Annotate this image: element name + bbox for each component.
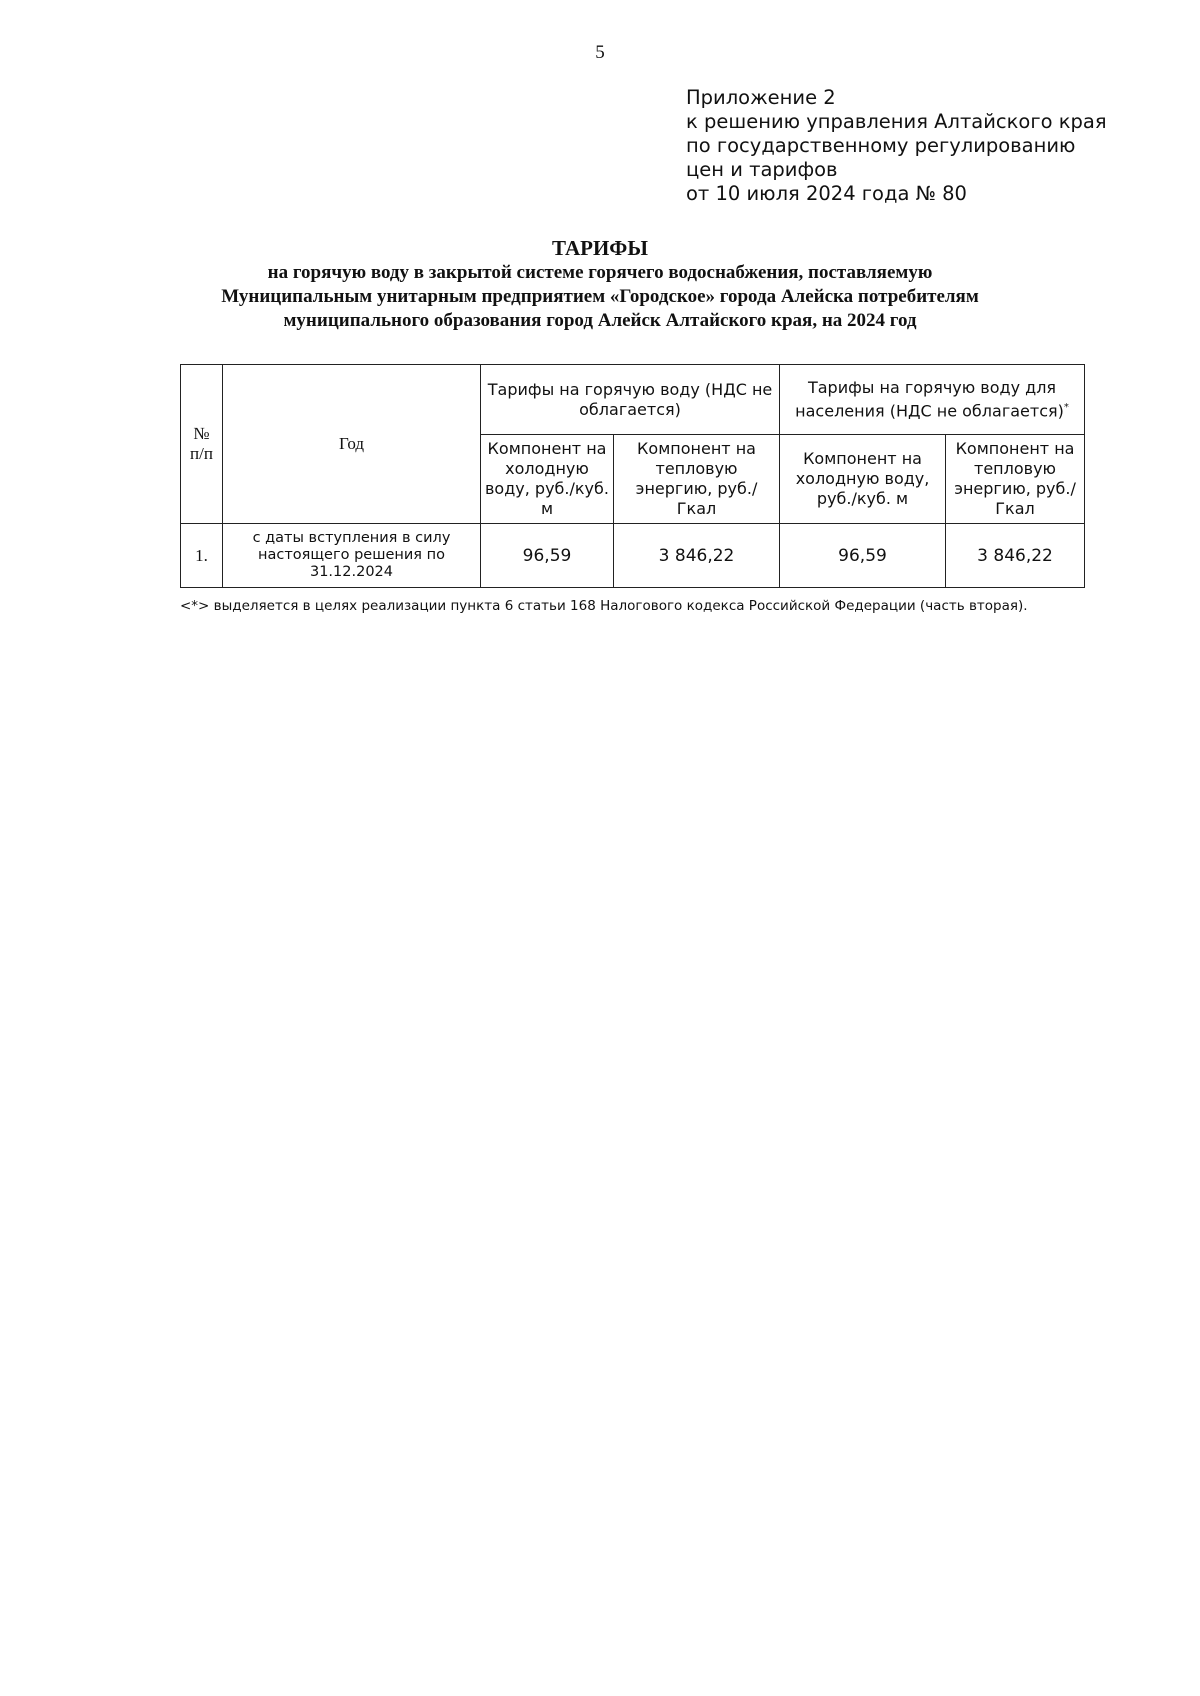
- footnote: <*> выделяется в целях реализации пункта 6 статьи 168 Налогового кодекса Российской Федерации (часть вторая).: [180, 598, 1028, 614]
- appendix-line: Приложение 2: [686, 86, 836, 109]
- appendix-block: [686, 86, 1107, 206]
- tariffs-table: [180, 364, 1085, 588]
- subtitle-line: Муниципальным унитарным предприятием «Городское» города Алейска потребителям: [221, 286, 979, 307]
- subtitle-line: муниципального образования город Алейск Алтайского края, на 2024 год: [283, 310, 917, 331]
- header-g1-cold: Компонент на холодную воду, руб./куб. м: [481, 435, 614, 524]
- appendix-line: к решению управления Алтайского края: [686, 110, 1107, 133]
- appendix-line: цен и тарифов: [686, 158, 838, 181]
- header-group-population-text: Тарифы на горячую воду для населения (НДС не облагается): [795, 377, 1064, 421]
- document-title: ТАРИФЫ: [552, 236, 648, 260]
- row-g1-cold: 96,59: [481, 524, 614, 588]
- header-g1-heat: Компонент на тепловую энергию, руб./Гкал: [614, 435, 780, 524]
- row-period: с даты вступления в силу настоящего решения по 31.12.2024: [223, 524, 481, 588]
- table-row: [181, 524, 1085, 588]
- header-g2-heat: Компонент на тепловую энергию, руб./Гкал: [946, 435, 1085, 524]
- row-g1-heat: 3 846,22: [614, 524, 780, 588]
- header-group-hot-water: Тарифы на горячую воду (НДС не облагается): [481, 365, 780, 435]
- page-number: 5: [595, 42, 605, 63]
- appendix-line: от 10 июля 2024 года № 80: [686, 182, 967, 205]
- row-num: 1.: [181, 524, 223, 588]
- appendix-line: по государственному регулированию: [686, 134, 1076, 157]
- subtitle-line: на горячую воду в закрытой системе горячего водоснабжения, поставляемую: [267, 262, 933, 283]
- row-g2-heat: 3 846,22: [946, 524, 1085, 588]
- table-header-row: [181, 365, 1085, 435]
- header-year: Год: [223, 365, 481, 524]
- header-g2-cold: Компонент на холодную воду, руб./куб. м: [780, 435, 946, 524]
- document-subtitle: [0, 261, 1200, 333]
- header-group-population: [780, 365, 1085, 435]
- row-g2-cold: 96,59: [780, 524, 946, 588]
- footnote-mark: *: [1063, 401, 1069, 413]
- header-num: № п/п: [181, 365, 223, 524]
